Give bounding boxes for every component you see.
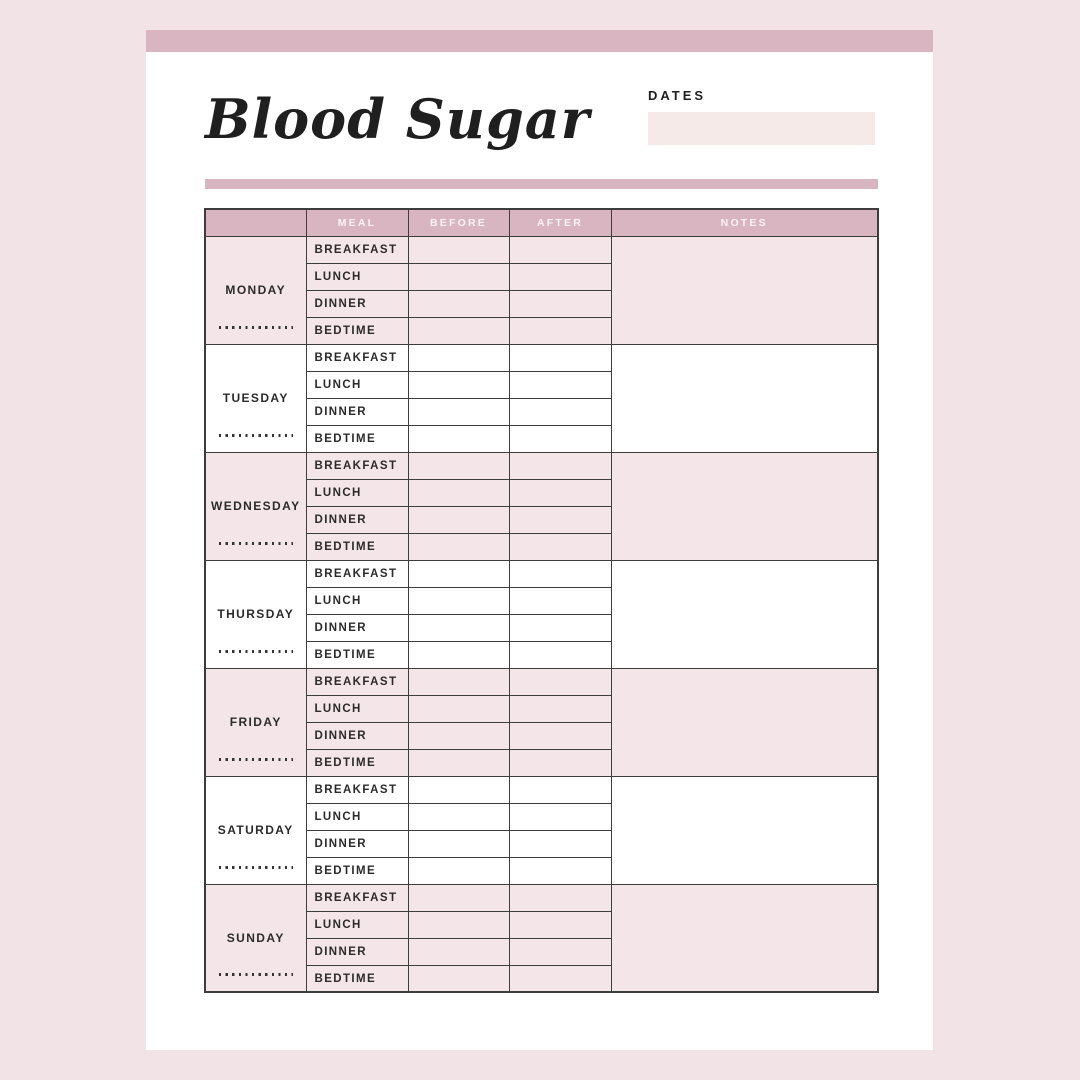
meal-label-cell: DINNER: [306, 290, 408, 317]
meal-label-cell: BREAKFAST: [306, 776, 408, 803]
meal-label-cell: BREAKFAST: [306, 344, 408, 371]
day-cell-thursday: [205, 560, 306, 668]
after-entry-cell[interactable]: [509, 695, 611, 722]
before-entry-cell[interactable]: [408, 641, 509, 668]
day-name: SUNDAY: [226, 931, 285, 946]
blood-sugar-table: [204, 208, 879, 993]
after-entry-cell[interactable]: [509, 938, 611, 965]
before-entry-cell[interactable]: [408, 938, 509, 965]
column-header-notes: NOTES: [611, 209, 878, 236]
planner-page: [146, 30, 933, 1050]
before-entry-cell[interactable]: [408, 587, 509, 614]
before-entry-cell[interactable]: [408, 344, 509, 371]
after-entry-cell[interactable]: [509, 425, 611, 452]
meal-label-cell: LUNCH: [306, 263, 408, 290]
day-name: FRIDAY: [229, 715, 282, 730]
dates-label: DATES: [648, 88, 707, 103]
after-entry-cell[interactable]: [509, 749, 611, 776]
after-entry-cell[interactable]: [509, 317, 611, 344]
after-entry-cell[interactable]: [509, 344, 611, 371]
after-entry-cell[interactable]: [509, 452, 611, 479]
dates-section: [648, 88, 875, 145]
day-cell-wednesday: [205, 452, 306, 560]
day-cell-monday: [205, 236, 306, 344]
meal-label-cell: DINNER: [306, 830, 408, 857]
day-cell-saturday: [205, 776, 306, 884]
day-cell-tuesday: [205, 344, 306, 452]
meal-label-cell: BEDTIME: [306, 857, 408, 884]
after-entry-cell[interactable]: [509, 560, 611, 587]
column-header-before: BEFORE: [408, 209, 509, 236]
date-fill-line[interactable]: [219, 973, 293, 976]
meal-label-cell: DINNER: [306, 614, 408, 641]
meal-label-cell: LUNCH: [306, 371, 408, 398]
page-title: Blood Sugar: [205, 87, 591, 151]
before-entry-cell[interactable]: [408, 263, 509, 290]
table-row: [205, 236, 878, 263]
table-row: [205, 560, 878, 587]
notes-entry-cell[interactable]: [611, 452, 878, 560]
date-fill-line[interactable]: [219, 866, 293, 869]
before-entry-cell[interactable]: [408, 911, 509, 938]
before-entry-cell[interactable]: [408, 452, 509, 479]
notes-entry-cell[interactable]: [611, 776, 878, 884]
table-container: [204, 208, 933, 993]
before-entry-cell[interactable]: [408, 371, 509, 398]
meal-label-cell: BREAKFAST: [306, 560, 408, 587]
before-entry-cell[interactable]: [408, 425, 509, 452]
after-entry-cell[interactable]: [509, 479, 611, 506]
day-name: WEDNESDAY: [210, 499, 301, 514]
after-entry-cell[interactable]: [509, 857, 611, 884]
meal-label-cell: BEDTIME: [306, 425, 408, 452]
date-fill-line[interactable]: [219, 758, 293, 761]
before-entry-cell[interactable]: [408, 614, 509, 641]
table-row: [205, 776, 878, 803]
meal-label-cell: DINNER: [306, 506, 408, 533]
date-fill-line[interactable]: [219, 542, 293, 545]
after-entry-cell[interactable]: [509, 371, 611, 398]
before-entry-cell[interactable]: [408, 722, 509, 749]
notes-entry-cell[interactable]: [611, 668, 878, 776]
meal-label-cell: BREAKFAST: [306, 236, 408, 263]
before-entry-cell[interactable]: [408, 857, 509, 884]
day-name: SATURDAY: [217, 823, 294, 838]
before-entry-cell[interactable]: [408, 830, 509, 857]
after-entry-cell[interactable]: [509, 803, 611, 830]
before-entry-cell[interactable]: [408, 236, 509, 263]
before-entry-cell[interactable]: [408, 398, 509, 425]
meal-label-cell: BREAKFAST: [306, 884, 408, 911]
before-entry-cell[interactable]: [408, 668, 509, 695]
after-entry-cell[interactable]: [509, 398, 611, 425]
meal-label-cell: BREAKFAST: [306, 668, 408, 695]
before-entry-cell[interactable]: [408, 290, 509, 317]
meal-label-cell: LUNCH: [306, 479, 408, 506]
table-row: [205, 668, 878, 695]
before-entry-cell[interactable]: [408, 884, 509, 911]
after-entry-cell[interactable]: [509, 830, 611, 857]
meal-label-cell: DINNER: [306, 938, 408, 965]
meal-label-cell: LUNCH: [306, 803, 408, 830]
before-entry-cell[interactable]: [408, 560, 509, 587]
meal-label-cell: BEDTIME: [306, 317, 408, 344]
after-entry-cell[interactable]: [509, 290, 611, 317]
notes-entry-cell[interactable]: [611, 560, 878, 668]
after-entry-cell[interactable]: [509, 263, 611, 290]
after-entry-cell[interactable]: [509, 911, 611, 938]
day-cell-sunday: [205, 884, 306, 992]
notes-entry-cell[interactable]: [611, 884, 878, 992]
meal-label-cell: DINNER: [306, 722, 408, 749]
meal-label-cell: BEDTIME: [306, 749, 408, 776]
before-entry-cell[interactable]: [408, 506, 509, 533]
date-fill-line[interactable]: [219, 434, 293, 437]
after-entry-cell[interactable]: [509, 533, 611, 560]
before-entry-cell[interactable]: [408, 965, 509, 992]
after-entry-cell[interactable]: [509, 884, 611, 911]
before-entry-cell[interactable]: [408, 695, 509, 722]
meal-label-cell: DINNER: [306, 398, 408, 425]
meal-label-cell: BEDTIME: [306, 533, 408, 560]
before-entry-cell[interactable]: [408, 749, 509, 776]
column-header-meal: MEAL: [306, 209, 408, 236]
after-entry-cell[interactable]: [509, 506, 611, 533]
date-fill-line[interactable]: [219, 650, 293, 653]
day-name: TUESDAY: [222, 391, 289, 406]
meal-label-cell: LUNCH: [306, 911, 408, 938]
meal-label-cell: BEDTIME: [306, 641, 408, 668]
before-entry-cell[interactable]: [408, 803, 509, 830]
table-row: [205, 452, 878, 479]
notes-entry-cell[interactable]: [611, 236, 878, 344]
date-fill-line[interactable]: [219, 326, 293, 329]
after-entry-cell[interactable]: [509, 236, 611, 263]
table-row: [205, 884, 878, 911]
notes-entry-cell[interactable]: [611, 344, 878, 452]
after-entry-cell[interactable]: [509, 722, 611, 749]
before-entry-cell[interactable]: [408, 317, 509, 344]
after-entry-cell[interactable]: [509, 776, 611, 803]
table-row: [205, 344, 878, 371]
day-name: MONDAY: [225, 283, 287, 298]
meal-label-cell: LUNCH: [306, 587, 408, 614]
meal-label-cell: BEDTIME: [306, 965, 408, 992]
day-name: THURSDAY: [217, 607, 295, 622]
after-entry-cell[interactable]: [509, 668, 611, 695]
meal-label-cell: LUNCH: [306, 695, 408, 722]
dates-input[interactable]: [648, 112, 875, 145]
top-accent-band: [146, 30, 933, 52]
day-cell-friday: [205, 668, 306, 776]
before-entry-cell[interactable]: [408, 776, 509, 803]
after-entry-cell[interactable]: [509, 614, 611, 641]
before-entry-cell[interactable]: [408, 479, 509, 506]
column-header-day: [205, 209, 306, 236]
meal-label-cell: BREAKFAST: [306, 452, 408, 479]
after-entry-cell[interactable]: [509, 641, 611, 668]
page-header: [146, 52, 933, 149]
divider-bar: [205, 179, 878, 189]
after-entry-cell[interactable]: [509, 965, 611, 992]
header-row: [205, 209, 878, 236]
after-entry-cell[interactable]: [509, 587, 611, 614]
before-entry-cell[interactable]: [408, 533, 509, 560]
column-header-after: AFTER: [509, 209, 611, 236]
